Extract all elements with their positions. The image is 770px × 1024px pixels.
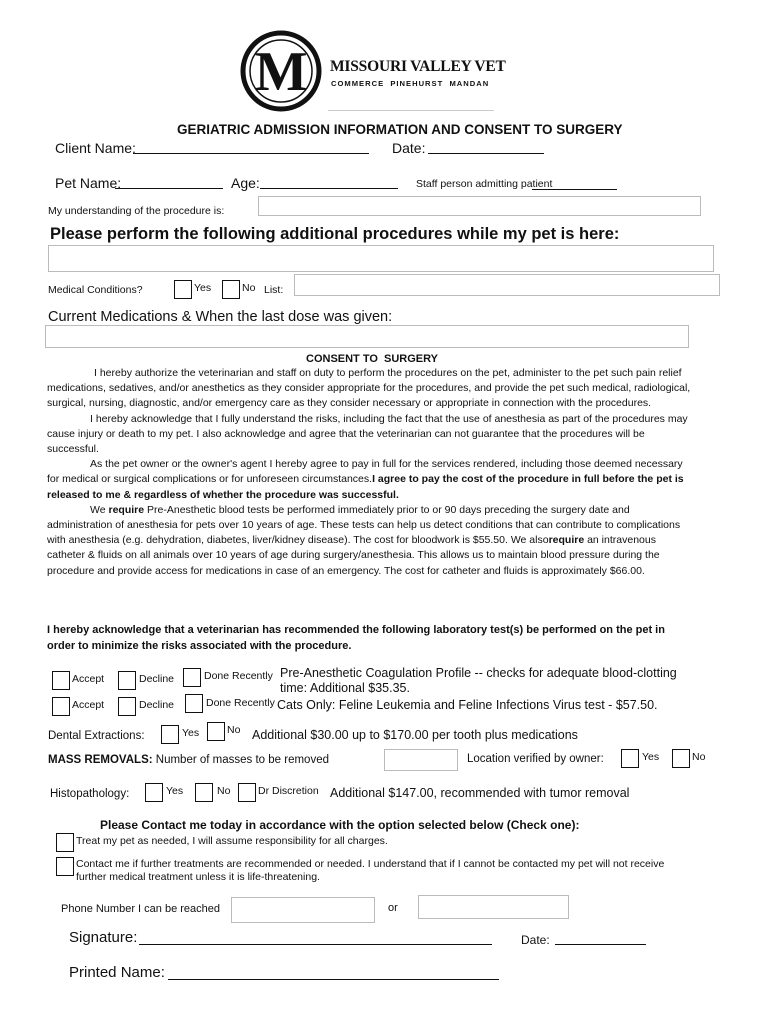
medical-list-label: List:	[264, 284, 284, 296]
lab2-decline-label: Decline	[139, 699, 175, 711]
mass-yes-checkbox[interactable]	[621, 749, 639, 768]
consent-p2: I hereby acknowledge that I fully understand the risks, including the fact that the use of anesthesia as part of the procedures may cause injury or death to my pet. I also acknowledge and agree that the veterinarian can not guarantee that the procedures will be successful.	[47, 412, 688, 456]
mass-no-label: No	[692, 751, 706, 763]
histo-desc: Additional $147.00, recommended with tumor removal	[330, 786, 630, 800]
lab2-accept-checkbox[interactable]	[52, 697, 70, 716]
histo-yes-checkbox[interactable]	[145, 783, 163, 802]
medical-yes-label: Yes	[194, 282, 212, 294]
consent-heading: CONSENT TO SURGERY	[306, 353, 439, 365]
contact-opt1-label: Treat my pet as needed, I will assume responsibility for all charges.	[76, 835, 388, 847]
medical-no-label: No	[242, 282, 256, 294]
dental-no-label: No	[227, 724, 241, 736]
date-label: Date:	[392, 140, 426, 156]
histo-yes-label: Yes	[166, 785, 184, 797]
mass-no-checkbox[interactable]	[672, 749, 690, 768]
date2-line[interactable]	[555, 932, 646, 945]
pet-name-label: Pet Name:	[55, 175, 122, 191]
medical-label: Medical Conditions?	[48, 284, 143, 296]
consent-p1: I hereby authorize the veterinarian and staff on duty to perform the procedures on the pet, administer to the pet such pain relief medications, sedatives, and/or anesthetics as they consider appropriate for the procedures, and provide the pet such medical, radiological, surgical, nursing, diagnostic, and/or emergency care as they consider necessary or appropriate in connection with the procedures.	[47, 367, 691, 410]
lab1-done-checkbox[interactable]	[183, 668, 201, 687]
consent-text	[47, 366, 695, 579]
lab2-decline-checkbox[interactable]	[118, 697, 136, 716]
lab1-done-label: Done Recently	[204, 670, 273, 682]
lab2-done-checkbox[interactable]	[185, 694, 203, 713]
medical-yes-checkbox[interactable]	[174, 280, 192, 299]
understanding-input[interactable]	[258, 196, 701, 216]
logo-brand: MISSOURI VALLEY VET	[330, 58, 506, 75]
logo-rule	[328, 110, 494, 111]
lab1-decline-checkbox[interactable]	[118, 671, 136, 690]
additional-heading: Please perform the following additional procedures while my pet is here:	[50, 225, 620, 243]
phone-input-2[interactable]	[418, 895, 569, 919]
dental-yes-checkbox[interactable]	[161, 725, 179, 744]
histo-no-checkbox[interactable]	[195, 783, 213, 802]
contact-heading: Please Contact me today in accordance with the option selected below (Check one):	[100, 818, 580, 832]
mass-location-label: Location verified by owner:	[467, 753, 604, 765]
signature-line[interactable]	[139, 930, 492, 945]
signature-label: Signature:	[69, 929, 138, 946]
lab1-accept-checkbox[interactable]	[52, 671, 70, 690]
medical-no-checkbox[interactable]	[222, 280, 240, 299]
histo-no-label: No	[217, 785, 231, 797]
additional-input[interactable]	[48, 245, 714, 272]
dental-label: Dental Extractions:	[48, 730, 145, 742]
contact-opt2-label: Contact me if further treatments are recommended or needed. I understand that if I cannot be contacted my pet will not receive further medical treatment unless it is life-threatening.	[76, 858, 665, 883]
age-field[interactable]	[260, 175, 398, 189]
lab1-accept-label: Accept	[72, 673, 105, 685]
or-label: or	[388, 902, 398, 914]
printed-line[interactable]	[168, 965, 499, 980]
dental-yes-label: Yes	[182, 727, 200, 739]
histo-discretion-label: Dr Discretion	[258, 785, 319, 797]
contact-opt1-checkbox[interactable]	[56, 833, 74, 852]
histo-label: Histopathology:	[50, 788, 130, 800]
logo-monogram: M	[254, 41, 308, 103]
pet-name-field[interactable]	[115, 175, 223, 189]
lab2-desc: Cats Only: Feline Leukemia and Feline Infections Virus test - $57.50.	[277, 698, 658, 712]
mass-yes-label: Yes	[642, 751, 660, 763]
staff-label: Staff person admitting patient	[416, 178, 553, 190]
histo-discretion-checkbox[interactable]	[238, 783, 256, 802]
consent-p3: As the pet owner or the owner's agent I hereby agree to pay in full for the services rendered, including those deemed necessary for medical or surgical complications or for unforeseen circumstances.I agree to pay the cost of the procedure in full before the pet is released to me & regardless of whether the procedure was successful.	[47, 458, 684, 501]
mass-label: MASS REMOVALS: Number of masses to be removed	[48, 754, 329, 766]
date-field[interactable]	[428, 140, 544, 154]
staff-field[interactable]	[532, 177, 617, 190]
meds-input[interactable]	[45, 325, 689, 348]
dental-no-checkbox[interactable]	[207, 722, 225, 741]
phone-label: Phone Number I can be reached	[61, 903, 220, 915]
lab2-done-label: Done Recently	[206, 697, 275, 709]
logo-locations: COMMERCE PINEHURST MANDAN	[331, 79, 490, 88]
dental-desc: Additional $30.00 up to $170.00 per tooth plus medications	[252, 728, 578, 742]
age-label: Age:	[231, 175, 260, 191]
phone-input-1[interactable]	[231, 897, 375, 923]
client-name-field[interactable]	[133, 140, 369, 154]
lab1-desc: Pre-Anesthetic Coagulation Profile -- checks for adequate blood-clotting time: Additional $35.35.	[280, 666, 677, 695]
consent-p4: We require Pre-Anesthetic blood tests be performed immediately prior to or 90 days preceding the surgery date and administration of anesthesia for pets over 10 years of age. These tests can help us detect conditions that can contribute to complications with anesthesia (e.g. dehydration, diabetes, liver/kidney disease). The cost for bloodwork is $55.50. We alsorequire an intravenous catheter & fluids on all animals over 10 years of age during surgery/anesthesia. This allows us to maintain blood pressure during the procedure and provide access for medications in case of an emergency. The cost for catheter and fluids is approximately $66.00.	[47, 503, 681, 577]
lab1-decline-label: Decline	[139, 673, 175, 685]
lab-ack: I hereby acknowledge that a veterinarian has recommended the following laboratory test(s) be performed on the pet in order to minimize the risks associated with the procedure.	[47, 624, 665, 652]
medical-list-input[interactable]	[294, 274, 720, 296]
printed-label: Printed Name:	[69, 964, 165, 981]
logo-emblem	[240, 30, 322, 112]
lab2-accept-label: Accept	[72, 699, 105, 711]
form-title: GERIATRIC ADMISSION INFORMATION AND CONSENT TO SURGERY	[177, 122, 623, 137]
mass-count-input[interactable]	[384, 749, 458, 771]
client-name-label: Client Name:	[55, 140, 136, 156]
date2-label: Date:	[521, 933, 550, 947]
contact-opt2-checkbox[interactable]	[56, 857, 74, 876]
understanding-label: My understanding of the procedure is:	[48, 205, 225, 217]
meds-label: Current Medications & When the last dose was given:	[48, 309, 393, 325]
